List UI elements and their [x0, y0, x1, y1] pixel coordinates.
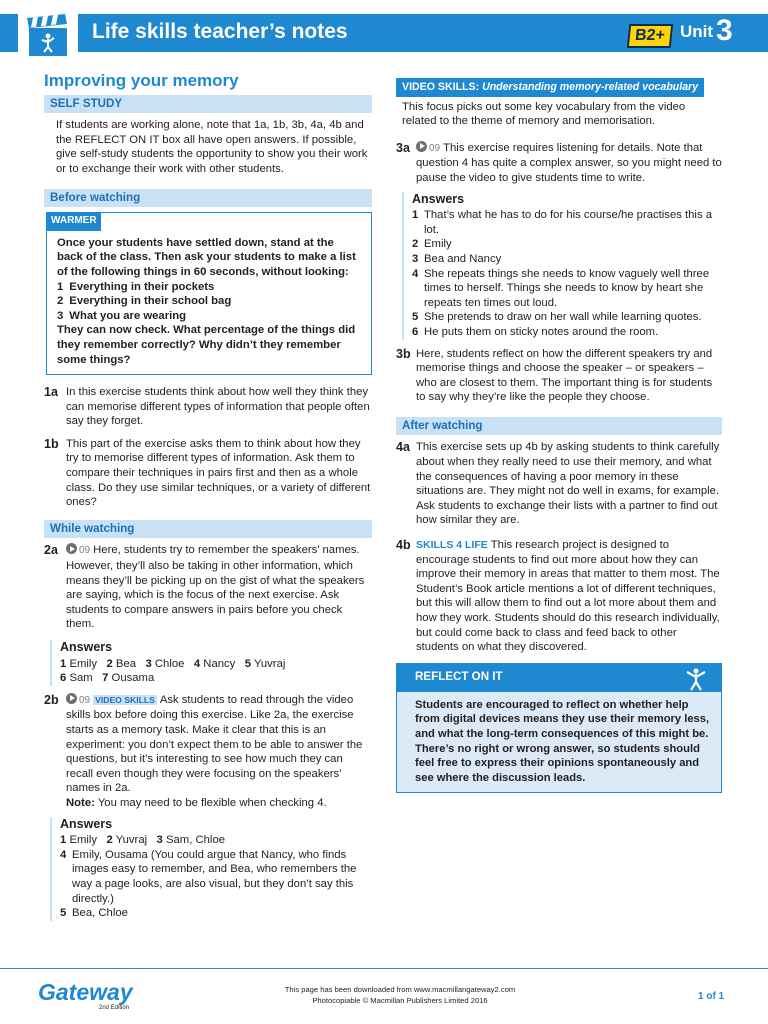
warmer-tag: WARMER: [47, 212, 101, 231]
exercise-1b: 1b This part of the exercise asks them to think about how they try to memorise different types of information. Ask them to compare their techniques in pairs first and then as a whole class. Do they use similar techniques, or a variety of different ones?: [44, 436, 371, 509]
unit-number: 3: [716, 14, 733, 47]
page-title: Life skills teacher’s notes: [92, 20, 348, 43]
answer-item: 4 She repeats things she needs to know vaguely well three times to herself. Things she needs to know by heart she repeats ten times out loud.: [412, 267, 710, 309]
warmer-box: [46, 212, 372, 375]
warmer-list-item: 3 What you are wearing: [57, 309, 187, 322]
exercise-3b: 3b Here, students reflect on how the different speakers try and memorise things and choose the speaker – or speakers – who are closest to them. The important thing is for students to say why they’re like the people they choose.: [396, 346, 713, 404]
clapperboard-icon: [25, 14, 71, 58]
download-notice: This page has been downloaded from www.macmillangateway2.com: [284, 985, 516, 994]
answers-2b: [50, 817, 372, 921]
unit-label: Unit: [680, 22, 714, 41]
reflect-title: REFLECT ON IT: [415, 669, 503, 683]
answers-line: 1 Emily 2 Yuvraj 3 Sam, Chloe: [60, 834, 226, 847]
warmer-list-item: 2 Everything in their school bag: [57, 295, 232, 308]
skills-4-life-tag: SKILLS 4 LIFE: [416, 539, 488, 552]
answers-2a: [50, 640, 372, 686]
video-skills-bar: VIDEO SKILLS: Understanding memory-related vocabulary: [396, 78, 704, 97]
reflect-text: Students are encouraged to reflect on whether help from digital devices means they use their memory less, and what the long-term consequences of this might be. There’s no right or wrong answer, so students should feel free to express their opinions spontaneously and see where the discussion leads.: [415, 698, 710, 784]
exercise-2a: 2a 09 Here, students try to remember the speakers’ names. However, they’ll also be taking in other information, which means they’ll be picking up on the gist of what the speakers are saying, which is the focus of the next exercise. Ask students to compare answers in pairs before you check them.: [44, 543, 365, 631]
play-icon[interactable]: [416, 141, 427, 152]
while-watching-bar: While watching: [44, 520, 372, 539]
track-number: 09: [79, 694, 91, 706]
answer-item: 4 Emily, Ousama (You could argue that Nancy, who finds images easy to remember, and Bea, who remembers the way a page looks, are also visual, but they don’t say this directly.): [60, 848, 357, 905]
page-footer: [0, 968, 768, 1024]
after-watching-bar: After watching: [396, 417, 722, 436]
answer-item: 2 Emily: [412, 238, 452, 251]
edition-label: 2nd Edition: [99, 1005, 130, 1011]
warmer-intro: Once your students have settled down, stand at the back of the class. Then ask your students to make a list of the following things in 60 seconds, without looking:: [57, 236, 356, 278]
warmer-outro: They can now check. What percentage of the things did they remember correctly? Why didn’t they remember some things?: [57, 324, 356, 366]
right-column: [396, 78, 722, 793]
track-number: 09: [79, 545, 91, 557]
self-study-text: If students are working alone, note that 1a, 1b, 3b, 4a, 4b and the REFLECT ON IT box all have open answers. If possible, give self-study students the opportunity to show you their work or to exchange their work with other students.: [56, 119, 368, 175]
gateway-logo: Gateway: [38, 979, 133, 1005]
answers-heading: Answers: [60, 640, 113, 654]
footer-credits: [240, 984, 560, 1006]
lesson-heading: Improving your memory: [44, 71, 239, 90]
self-study-bar: SELF STUDY: [44, 95, 372, 114]
video-skills-tag: VIDEO SKILLS: [95, 694, 155, 705]
reflect-box: [396, 663, 722, 794]
play-icon[interactable]: [66, 543, 77, 554]
before-watching-bar: Before watching: [44, 189, 372, 208]
answer-item: 6 He puts them on sticky notes around the room.: [412, 325, 659, 338]
video-skills-text: This focus picks out some key vocabulary from the video related to the theme of memory and memorisation.: [402, 100, 686, 128]
answer-item: 5 Bea, Chloe: [60, 907, 128, 920]
answers-heading: Answers: [60, 816, 113, 831]
exercise-4a: 4a This exercise sets up 4b by asking students to think carefully about when they really need to use their memory, and what the consequences of having a poor memory in these situations are. They might not do well in exams, for example. Ask students to exchange their lists with a partner to find out how similar they are.: [396, 440, 720, 527]
level-badge: B2+: [627, 24, 673, 48]
copyright-notice: Photocopiable © Macmillan Publishers Limited 2016: [312, 996, 488, 1005]
answers-heading: Answers: [412, 191, 465, 206]
answer-item: 3 Bea and Nancy: [412, 252, 502, 265]
answer-item: 5 She pretends to draw on her wall while learning quotes.: [412, 311, 702, 324]
exercise-4b: 4b SKILLS 4 LIFE This research project is designed to encourage students to find out more about how they can improve their memory in areas that matter to them most. The Student’s Book article mentions a lot of different techniques, but this will allow them to find out a lot more about them and how they work. Students should do this research individually, but could come back to class and feed back to other students on what they discovered.: [396, 538, 720, 654]
warmer-list-item: 1 Everything in their pockets: [57, 280, 215, 293]
exercise-3a: 3a 09 This exercise requires listening for details. Note that question 4 has quite a complex answer, so you might need to pause the video to give students time to write.: [396, 140, 722, 184]
answer-item: 1 That’s what he has to do for his course/he practises this a lot.: [412, 209, 713, 236]
page-number: 1 of 1: [698, 991, 725, 1002]
exercise-1a: 1a In this exercise students think about how well they think they can memorise different types of information that people often say they forget.: [44, 385, 370, 428]
reflect-header: [397, 664, 721, 692]
play-icon[interactable]: [66, 693, 77, 704]
answers-line: 1 Emily 2 Bea 3 Chloe 4 Nancy 5 Yuvraj: [60, 657, 286, 670]
reflect-figure-icon: [683, 666, 709, 692]
answers-3a: [402, 192, 722, 340]
left-column: [44, 72, 372, 928]
page-header: [0, 0, 768, 66]
track-number: 09: [429, 142, 441, 154]
answers-line: 6 Sam 7 Ousama: [60, 672, 155, 685]
exercise-2b: 2b 09 VIDEO SKILLS Ask students to read through the video skills box before doing this exercise. Like 2a, the exercise starts as a memory task. Make it clear that this is an experiment: you don’t expect them to be able to answer the questions, but it’s interesting to see how much they can recall even though they were focusing on the speakers’ names in 2a. Note: You may need to be flexible when checking 4.: [44, 692, 363, 809]
